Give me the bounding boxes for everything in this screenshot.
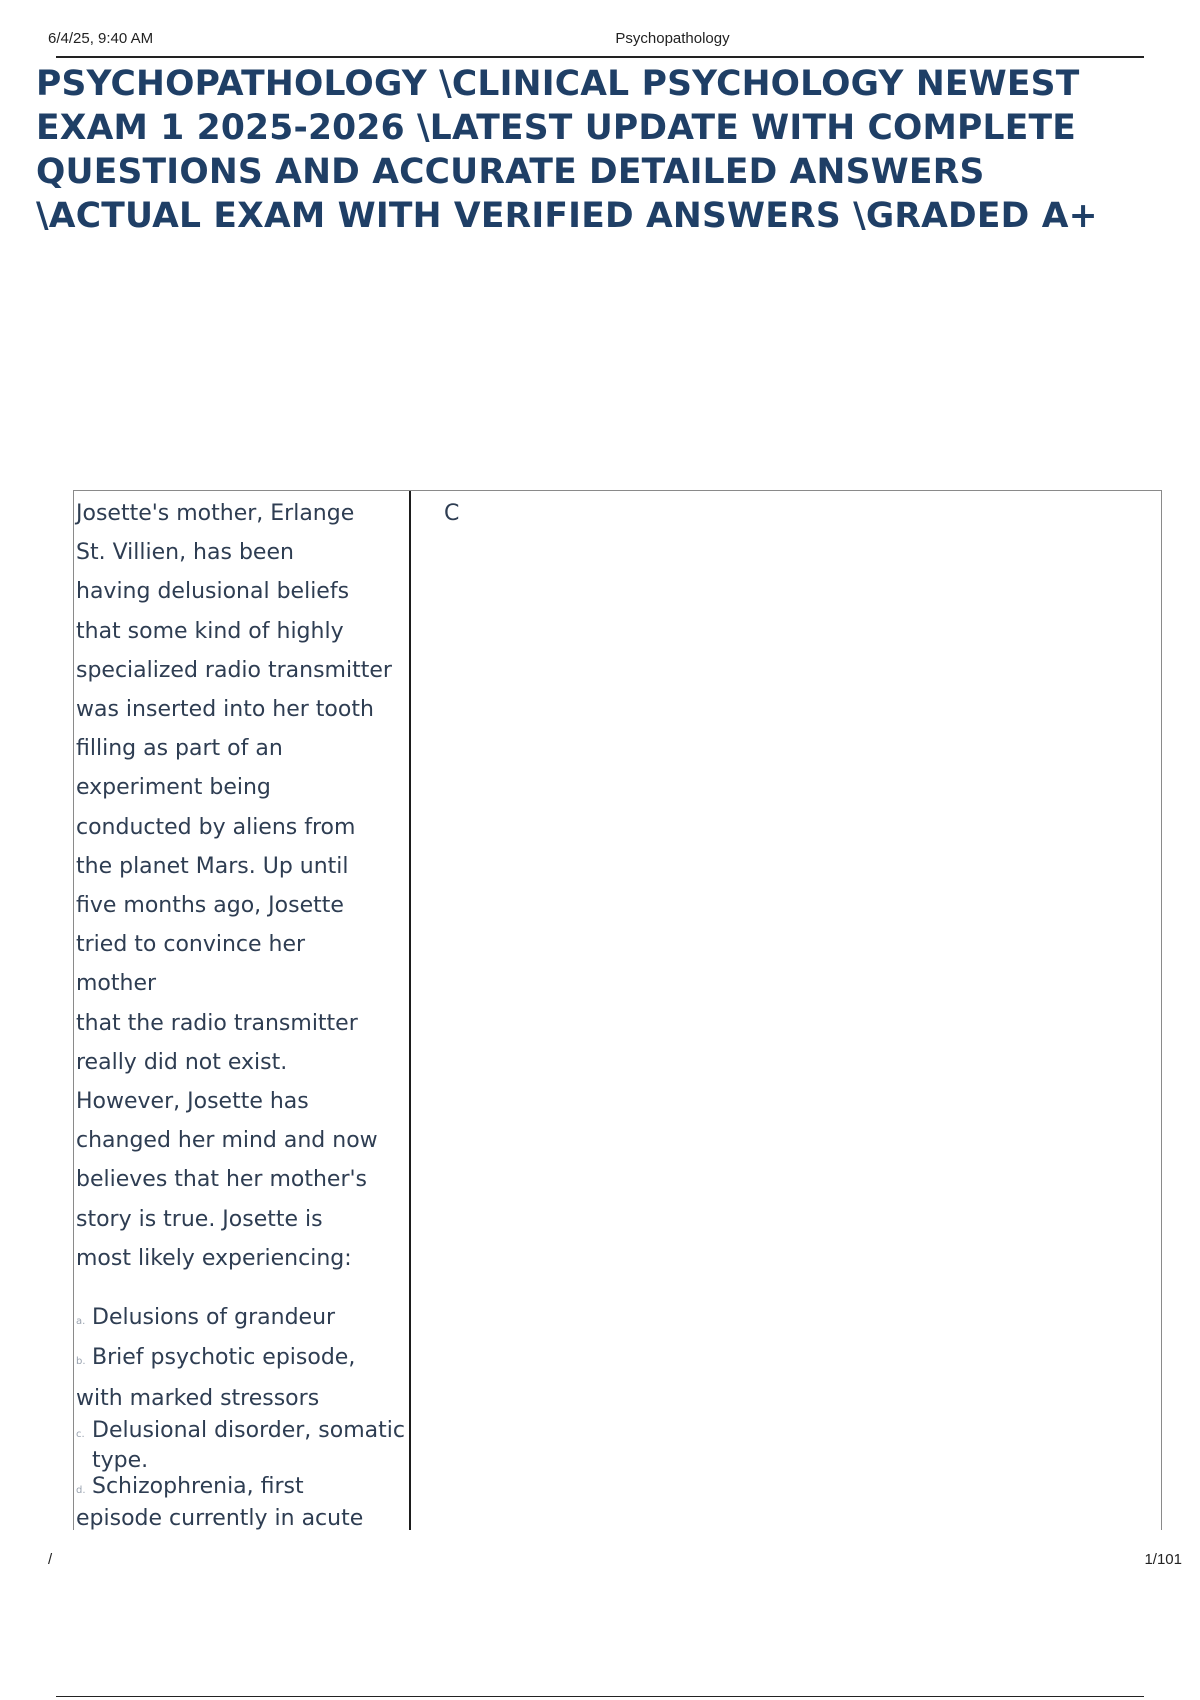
footer-rule xyxy=(56,1696,1144,1697)
option-letter: b. xyxy=(76,1356,86,1368)
question-text-line: was inserted into her tooth xyxy=(76,697,374,723)
answer-options xyxy=(76,1300,409,1533)
option-text-continued: type. xyxy=(92,1448,149,1474)
question-text-line: However, Josette has xyxy=(76,1089,309,1115)
option-text-continued: episode currently in acute xyxy=(76,1506,364,1532)
question-text-line: having delusional beliefs xyxy=(76,579,350,605)
option-text-continued: with marked stressors xyxy=(76,1386,320,1412)
question-cell xyxy=(74,491,411,1530)
option-b xyxy=(76,1340,409,1380)
question-text-line: specialized radio transmitter xyxy=(76,657,392,683)
question-text-line: five months ago, Josette xyxy=(76,893,344,919)
document-title xyxy=(36,62,1186,238)
print-footer-url: / xyxy=(48,1551,53,1568)
question-text-line: mother xyxy=(76,971,157,997)
question-text-line: changed her mind and now xyxy=(76,1128,378,1154)
print-datetime: 6/4/25, 9:40 AM xyxy=(48,30,154,47)
question-text-line: really did not exist. xyxy=(76,1049,288,1075)
option-text: Schizophrenia, first xyxy=(92,1474,304,1500)
question-text-line: that the radio transmitter xyxy=(76,1010,358,1036)
option-letter: c. xyxy=(76,1429,85,1441)
question-text-line: experiment being xyxy=(76,775,271,801)
print-header-title: Psychopathology xyxy=(615,30,730,47)
question-text-line: filling as part of an xyxy=(76,736,283,762)
question-text-line: Josette's mother, Erlange xyxy=(76,501,355,526)
document-title-line: \ACTUAL EXAM WITH VERIFIED ANSWERS \GRADED A+ xyxy=(36,196,1098,236)
question-text-line: St. Villien, has been xyxy=(76,540,294,566)
document-title-line: PSYCHOPATHOLOGY \CLINICAL PSYCHOLOGY NEWEST xyxy=(36,64,1080,104)
option-c xyxy=(76,1418,409,1448)
option-letter: d. xyxy=(76,1485,86,1497)
header-rule xyxy=(56,56,1144,58)
question-text-line: that some kind of highly xyxy=(76,618,344,644)
question-text-line: most likely experiencing: xyxy=(76,1245,352,1271)
option-a xyxy=(76,1300,409,1340)
answer-cell xyxy=(444,491,1161,1530)
question-text-line: believes that her mother's xyxy=(76,1167,368,1193)
option-letter: a. xyxy=(76,1316,86,1328)
option-text: Delusions of grandeur xyxy=(92,1305,336,1331)
document-title-line: EXAM 1 2025-2026 \LATEST UPDATE WITH COMPLETE xyxy=(36,108,1076,148)
option-text: Delusional disorder, somatic xyxy=(92,1418,405,1444)
question-text-line: conducted by aliens from xyxy=(76,814,356,840)
question-text-line: story is true. Josette is xyxy=(76,1206,323,1232)
question-answer-table xyxy=(73,490,1162,1530)
question-text-line: tried to convince her xyxy=(76,932,306,958)
option-text: Brief psychotic episode, xyxy=(92,1345,356,1371)
document-title-line: QUESTIONS AND ACCURATE DETAILED ANSWERS xyxy=(36,152,985,192)
question-text-line: the planet Mars. Up until xyxy=(76,853,349,879)
page-number: 1/101 xyxy=(1144,1551,1182,1568)
option-d xyxy=(76,1473,409,1505)
answer-text: C xyxy=(444,501,460,526)
